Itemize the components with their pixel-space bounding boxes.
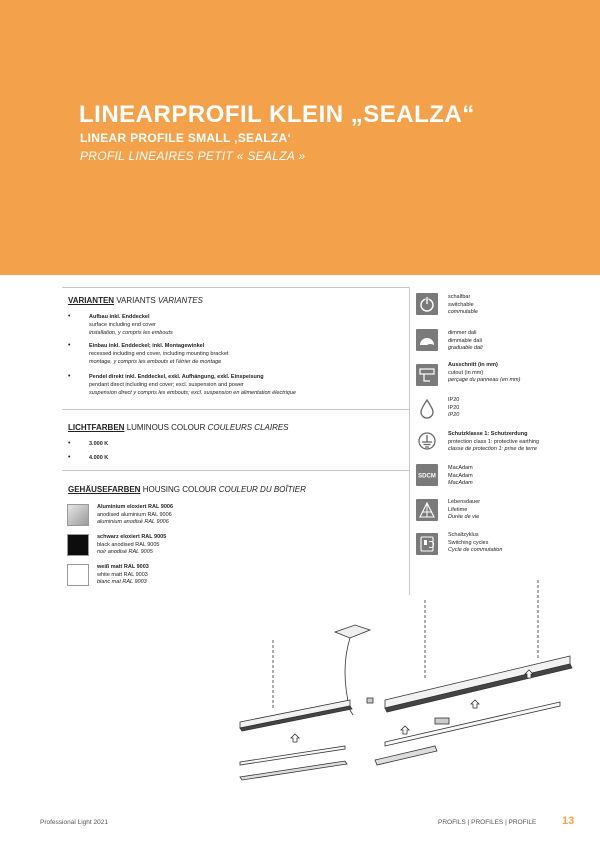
feature-en: IP20 (448, 404, 460, 411)
swatch-white (67, 564, 89, 586)
feature-label (448, 465, 473, 488)
light-heading-en: LUMINOUS COLOUR (126, 423, 206, 432)
sdcm-icon (416, 464, 438, 486)
bullet: • (68, 373, 71, 380)
variants-heading-en: VARIANTS (116, 296, 156, 305)
footer-right: PROFILS | PROFILES | PROFILE (438, 819, 537, 826)
housing-colour-item (97, 504, 173, 527)
protection-class-icon (416, 430, 438, 452)
feature-de: dimmer dali (448, 330, 477, 336)
light-colour-value: 3.000 K (89, 441, 109, 447)
feature-label (448, 397, 459, 420)
housing-colour-item (97, 564, 149, 587)
feature-label (448, 431, 539, 454)
variant-en: recessed including end cover, including mounting bracket (89, 351, 229, 357)
housing-heading-de: GEHÄUSEFARBEN (68, 485, 141, 494)
housing-heading-en: HOUSING COLOUR (142, 485, 217, 494)
feature-en: Switching cycles (448, 539, 489, 546)
variants-heading-fr: VARIANTES (157, 296, 203, 305)
variant-de: Pendel direkt inkl. Enddeckel, exkl. Aufhängung, exkl. Einspeisung (89, 374, 264, 380)
lifetime-icon (416, 499, 438, 521)
feature-de: MacAdam (448, 465, 473, 471)
column-divider (409, 287, 410, 595)
variant-en: pendant direct including end cover; excl. suspension and power (89, 382, 244, 388)
feature-label (448, 362, 520, 385)
feature-en: Lifetime (448, 506, 468, 513)
feature-de: schaltbar (448, 294, 471, 300)
light-heading-de: LICHTFARBEN (68, 423, 125, 432)
feature-fr: Durée de vie (448, 514, 480, 520)
page-number: 13 (562, 815, 575, 827)
feature-fr: perçage du panneau (en mm) (448, 377, 521, 383)
variants-heading (68, 296, 203, 305)
subtitle-fr: PROFIL LINEAIRES PETIT « SEALZA » (80, 149, 306, 163)
feature-fr: MacAdam (448, 480, 473, 486)
housing-de: Aluminium eloxiert RAL 9006 (97, 504, 174, 510)
feature-en: cutout (in mm) (448, 369, 484, 376)
bullet: • (68, 440, 71, 447)
housing-en: anodised aluminium RAL 9006 (97, 511, 172, 518)
light-heading-fr: COULEURS CLAIRES (207, 423, 289, 432)
divider-top (62, 287, 409, 288)
variants-heading-de: VARIANTEN (68, 296, 115, 305)
feature-en: MacAdam (448, 472, 473, 479)
feature-label (448, 532, 502, 555)
dimmer-icon (416, 329, 438, 351)
bullet: • (68, 313, 71, 320)
page-title: LINEARPROFIL KLEIN „SEALZA“ (79, 101, 475, 128)
feature-label (448, 499, 480, 522)
light-colours-heading (68, 423, 289, 432)
housing-colours-heading (68, 485, 306, 494)
feature-label (448, 330, 483, 353)
variant-de: Aufbau inkl. Enddeckel (89, 314, 150, 320)
feature-en: protection class 1: protective earthing (448, 438, 540, 445)
housing-de: weiß matt RAL 9003 (97, 564, 149, 570)
feature-fr: IP20 (448, 412, 460, 418)
variant-en: surface including end cover (89, 322, 156, 328)
feature-fr: classe de protection 1: prise de terre (448, 446, 537, 452)
feature-label (448, 294, 478, 317)
feature-de: Lebensdauer (448, 499, 481, 505)
feature-en: switchable (448, 301, 474, 308)
housing-en: black anodised RAL 9005 (97, 541, 160, 548)
housing-fr: noir anodisé RAL 9005 (97, 549, 153, 555)
housing-de: schwarz eloxiert RAL 9005 (97, 534, 167, 540)
product-illustration (225, 570, 585, 800)
ip-drop-icon (416, 397, 438, 419)
housing-heading-fr: COULEUR DU BOÎTIER (218, 485, 306, 494)
swatch-black (67, 534, 89, 556)
feature-de: Schutzklasse 1: Schutzerdung (448, 431, 528, 437)
housing-fr: aluminium anodisé RAL 9006 (97, 519, 169, 525)
swatch-aluminium (67, 504, 89, 526)
bullet: • (68, 454, 71, 461)
feature-fr: graduable dali (448, 345, 483, 351)
variant-fr: montage, y compris les embouts et l'étrier de montage (89, 359, 222, 365)
feature-en: dimmable dali (448, 337, 482, 344)
footer-left: Professional Light 2021 (40, 819, 108, 826)
cutout-icon (416, 364, 438, 386)
bullet: • (68, 342, 71, 349)
variant-fr: installation, y compris les embouts (89, 330, 173, 336)
power-icon (416, 293, 438, 315)
feature-de: Schaltzyklus (448, 532, 479, 538)
housing-fr: blanc mat RAL 9003 (97, 579, 147, 585)
feature-fr: Cycle de commutation (448, 547, 503, 553)
feature-de: IP20 (448, 397, 460, 403)
light-colour-value: 4.000 K (89, 455, 109, 461)
divider-variants (62, 409, 409, 410)
subtitle-en: LINEAR PROFILE SMALL ‚SEALZA‘ (80, 131, 292, 145)
variant-fr: suspension direct y compris les embouts; excl. suspension en alimentation électrique (89, 390, 296, 396)
sdcm-icon-text: SDCM (418, 473, 436, 480)
switching-cycles-icon (416, 533, 438, 555)
feature-fr: commutable (448, 309, 478, 315)
housing-en: white matt RAL 9003 (97, 571, 148, 578)
housing-colour-item (97, 534, 166, 557)
feature-de: Ausschnitt (in mm) (448, 362, 498, 368)
variant-de: Einbau inkl. Enddeckel; inkl. Montagewinkel (89, 343, 205, 349)
divider-light (62, 470, 409, 471)
